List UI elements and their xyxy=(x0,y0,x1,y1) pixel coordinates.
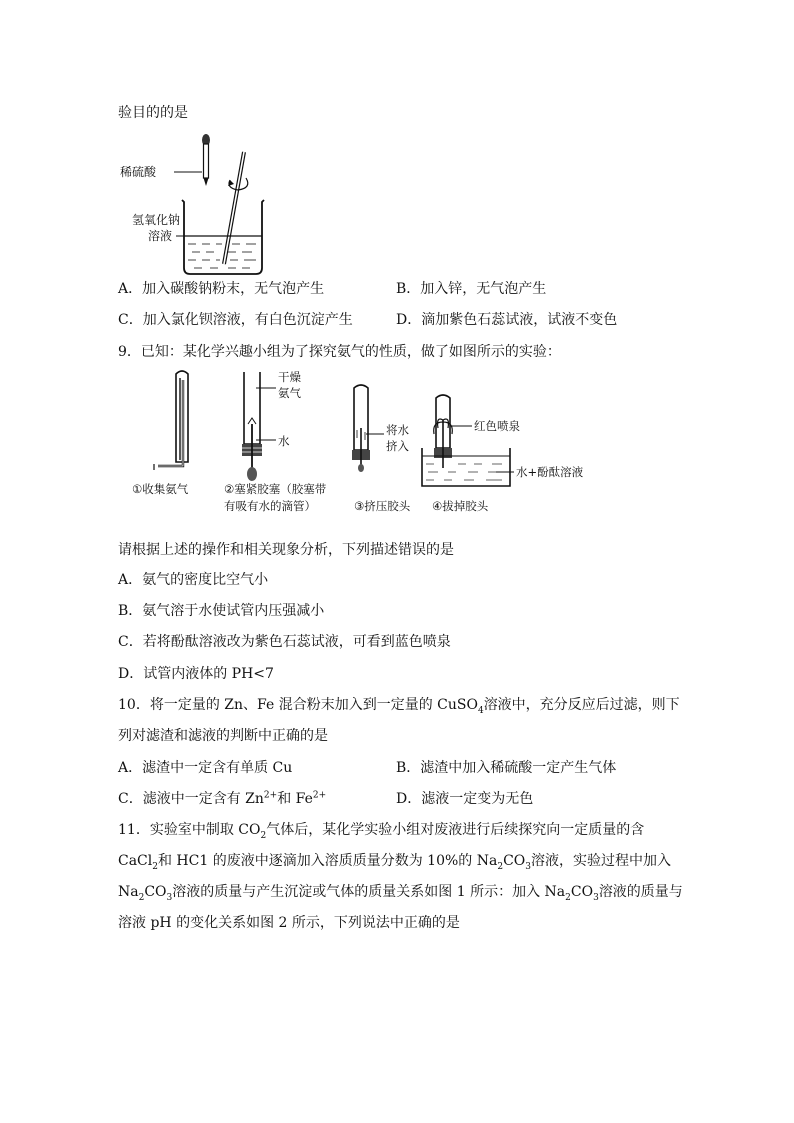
q10-option-c: C．滤液中一定含有 $Zn^{2+}$和 $Fe^{2+}$ xyxy=(118,790,327,807)
q9-option-a: A．氨气的密度比空气小 xyxy=(118,572,269,588)
q10-option-a: A．滤渣中一定含有单质 Cu xyxy=(118,760,293,776)
q8-option-b: B．加入锌，无气泡产生 xyxy=(396,281,547,297)
q8-label-naoh-2: 溶液 xyxy=(148,229,173,243)
q9-option-d: D．试管内液体的 PH<7 xyxy=(118,666,274,682)
q9-label-dry-2: 氨气 xyxy=(278,386,301,400)
q11-stem-line-2: CaCl$_2$和 HC1 的废液中逐滴加入溶质质量分数为 10%的 $Na_2CO_3$溶液，实验过程中加入 xyxy=(118,853,671,872)
q11-stem-line-3: $Na_2CO_3$溶液的质量与产生沉淀或气体的质量关系如图 1 所示：加入 $Na_2CO_3$溶液的质量与 xyxy=(118,884,683,903)
q9-caption-2a: ②塞紧胶塞（胶塞带 xyxy=(224,482,327,496)
q8-option-a: A．加入碳酸钠粉末，无气泡产生 xyxy=(118,281,325,297)
q9-caption-2b: 有吸有水的滴管） xyxy=(224,499,316,513)
q9-label-squeeze-1: 将水 xyxy=(386,423,409,437)
q9-label-red-fountain: 红色喷泉 xyxy=(474,419,520,433)
q8-option-c: C．加入氯化钡溶液，有白色沉淀产生 xyxy=(118,312,353,328)
q9-label-water: 水 xyxy=(278,434,290,448)
q9-caption-1: ①收集氨气 xyxy=(132,482,189,496)
q8-stem-tail: 验目的的是 xyxy=(118,105,188,121)
q9-caption-4: ④拔掉胶头 xyxy=(432,499,489,513)
q11-stem-line-1: 11．实验室中制取 $CO_2$气体后，某化学实验小组对废液进行后续探究向一定质量的含 xyxy=(118,822,645,841)
q9-label-squeeze-2: 挤入 xyxy=(386,439,409,453)
q8-option-d: D．滴加紫色石蕊试液，试液不变色 xyxy=(396,312,618,328)
q9-ammonia-figure xyxy=(128,368,584,523)
q9-label-dry-1: 干燥 xyxy=(278,370,301,384)
q10-stem-line-1: 10．将一定量的 Zn、Fe 混合粉末加入到一定量的 CuSO$_4$溶液中，充分反应后过滤，则下 xyxy=(118,697,680,716)
q8-label-naoh-1: 氢氧化钠 xyxy=(132,213,181,227)
q10-option-d: D．滤液一定变为无色 xyxy=(396,791,534,807)
q9-stem: 9．已知：某化学兴趣小组为了探究氨气的性质，做了如图所示的实验： xyxy=(118,344,561,360)
q10-stem-line-2: 列对滤渣和滤液的判断中正确的是 xyxy=(118,728,328,744)
q9-option-b: B．氨气溶于水使试管内压强减小 xyxy=(118,603,325,619)
q9-caption-3: ③挤压胶头 xyxy=(354,499,411,513)
q11-stem-line-4: 溶液 pH 的变化关系如图 2 所示，下列说法中正确的是 xyxy=(118,915,460,931)
q9-label-water-phenol: 水+酚酞溶液 xyxy=(516,465,584,479)
q9-prompt: 请根据上述的操作和相关现象分析，下列描述错误的是 xyxy=(118,542,454,558)
q9-option-c: C．若将酚酞溶液改为紫色石蕊试液，可看到蓝色喷泉 xyxy=(118,634,451,650)
q8-beaker-figure xyxy=(118,128,278,278)
q8-label-acid: 稀硫酸 xyxy=(120,165,157,179)
q10-option-b: B．滤渣中加入稀硫酸一定产生气体 xyxy=(396,760,617,776)
